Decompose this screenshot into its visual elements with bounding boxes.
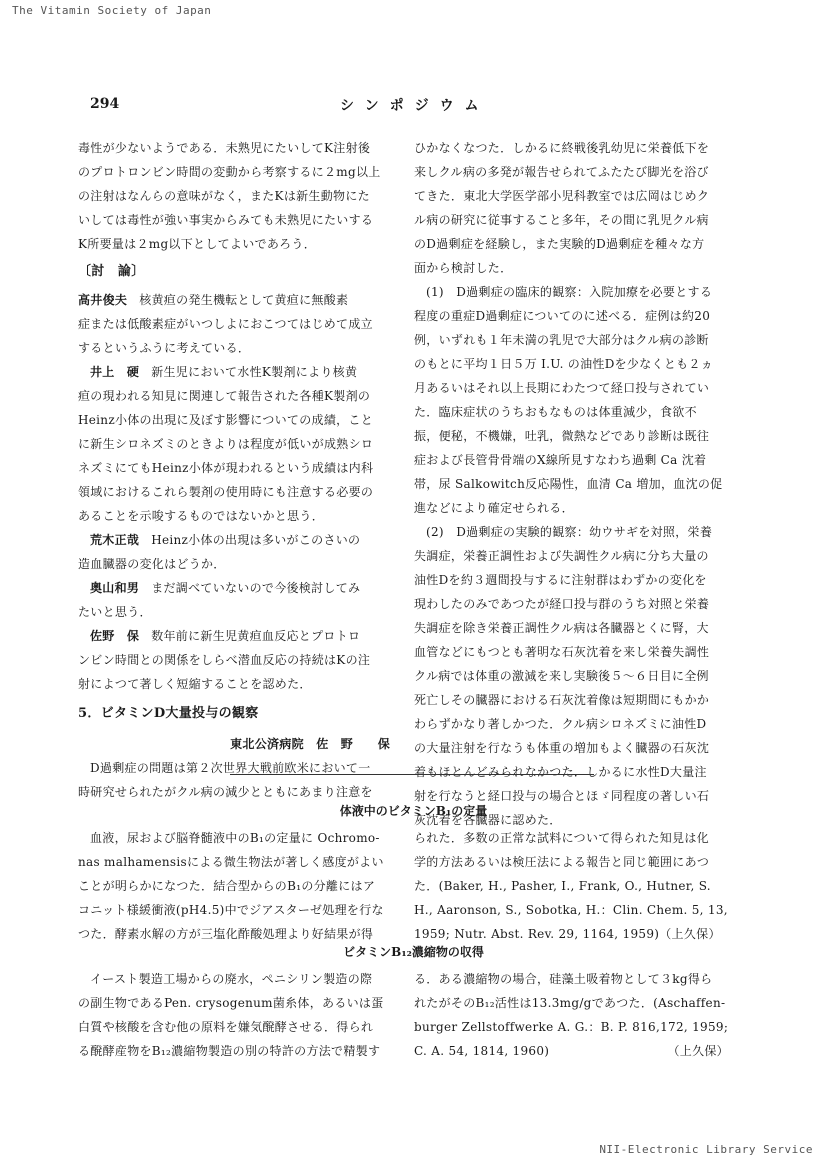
text-line: burger Zellstoffwerke A. G.：B. P. 816,172, 1959; [414, 1020, 729, 1034]
discussion-entry [78, 528, 408, 552]
text-line: のプロトロンビン時間の変動から考察するに２mg以上 [78, 165, 381, 179]
text-line: ル病の研究に従事すること多年，その間に乳児クル病 [414, 213, 709, 227]
text-line: 失調症，栄養正調性および失調性クル病に分ち大量の [414, 549, 709, 563]
text-line: nas malhamensisによる微生物法が著しく感度がよい [78, 855, 384, 869]
text-line: わらずかなり著しかつた．クル病シロネズミに油性D [414, 717, 707, 731]
text-line: 領域におけるこれら製剤の使用時にも注意する必要の [78, 485, 374, 499]
right-column [414, 136, 754, 832]
text-line: れたがそのB₁₂活性は13.3mg/gであつた．(Aschaffen- [414, 996, 726, 1010]
text-line: 白質や核酸を含む他の原料を嫌気醗酵させる．得られ [78, 1020, 374, 1034]
text-line: 血液，尿および脳脊髄液中のB₁の定量に Ochromo- [90, 831, 380, 845]
text-line: 失調症を除き栄養正調性クル病は各臓器とくに腎，大 [414, 621, 709, 635]
text-line: 灰沈着を各臓器に認めた． [414, 813, 562, 827]
text-line: る醗酵産物をB₁₂濃縮物製造の別の特許の方法で精製す [78, 1044, 381, 1058]
text-line: するというふうに考えている． [78, 341, 251, 355]
text-line: 帯，尿 Salkowitch反応陽性，血清 Ca 増加，血沈の促 [414, 477, 723, 491]
text-line: 程度の重症D過剰症についてのに述べる．症例は約20 [414, 309, 711, 323]
text-line: 毒性が少ないようである．未熟児にたいしてK注射後 [78, 141, 371, 155]
text-span: 数年前に新生児黄疸血反応とプロトロ [151, 629, 361, 643]
abstract-right-column [414, 967, 749, 1063]
text-line: ことが明らかになつた．結合型からのB₁の分離にはア [78, 879, 376, 893]
text-span: 核黄疸の発生機転として黄疸に無酸素 [139, 293, 349, 307]
text-span: まだ調べていないので今後検討してみ [151, 581, 361, 595]
text-span: 新生児において水性K製剤により核黄 [151, 365, 358, 379]
site-header: The Vitamin Society of Japan [12, 4, 212, 17]
text-line: 死亡しその臓器における石灰沈着像は短期間にもかか [414, 693, 710, 707]
text-line: 着もほとんどみられなかつた．しかるに水性D大量注 [414, 765, 707, 779]
text-line: 進などにより確定せられる． [414, 501, 574, 515]
text-line: 時研究せられたがクル病の減少とともにあまり注意を [78, 785, 373, 799]
text-span: Heinz小体の出現は多いがこのさいの [151, 533, 361, 547]
speaker-name: 奥山和男 [90, 581, 140, 595]
section-affiliation: 東北公済病院 佐 野 保 [230, 737, 390, 751]
text-line: D過剰症の問題は第２次世界大戦前欧米において一 [90, 761, 371, 775]
text-line: 射を行なうと経口投与の場合とほゞ同程度の著しい石 [414, 789, 710, 803]
text-line: 月あるいはそれ以上長期にわたつて経口投与されてい [414, 381, 710, 395]
section-divider [230, 774, 594, 775]
text-line: のもとに平均１日５万 I.U. の油性Dを少なくとも２ヵ [414, 357, 714, 371]
text-line: (2) D過剰症の実験的観察：幼ウサギを対照，栄養 [426, 525, 713, 539]
text-line: 血管などにもつとも著明な石灰沈着を来し栄養失調性 [414, 645, 710, 659]
text-line: 現わしたのみであつたが経口投与群のうち対照と栄養 [414, 597, 710, 611]
text-line: クル病では体重の激減を来し実験後５～６日目に全例 [414, 669, 709, 683]
text-line: の注射はなんらの意味がなく，またKは新生動物にた [78, 189, 370, 203]
text-line: てきた．東北大学医学部小児科教室では広岡はじめク [414, 189, 710, 203]
text-line: 面から検討した． [414, 261, 513, 275]
page-number: 294 [90, 96, 120, 112]
site-footer: NII-Electronic Library Service [599, 1143, 813, 1156]
text-span: C. A. 54, 1814, 1960) [414, 1044, 550, 1058]
text-line: ネズミにてもHeinz小体が現われるという成績は内科 [78, 461, 374, 475]
text-line: 射によつて著しく短縮することを認めた． [78, 677, 312, 691]
running-title: シンポジウム [340, 98, 490, 114]
text-line: の大量注射を行なうも体重の増加もよく臓器の石灰沈 [414, 741, 710, 755]
text-line: ひかなくなつた．しかるに終戦後乳幼児に栄養低下を [414, 141, 710, 155]
abstract-left-column [78, 826, 413, 946]
text-line: 疸の現われる知見に関連して報告された各種K製剤の [78, 389, 371, 403]
abstract-title: ビタミンB₁₂濃縮物の収得 [343, 945, 484, 959]
text-line: 学的方法あるいは検圧法による報告と同じ範囲にあつ [414, 855, 710, 869]
text-line: 油性Dを約３週間投与するに注射群はわずかの変化を [414, 573, 707, 587]
speaker-name: 井上 硬 [90, 365, 140, 379]
speaker-name: 荒木正哉 [90, 533, 140, 547]
abstract-title: 体液中のビタミンB₁の定量 [339, 804, 488, 818]
text-line: 振，便秘，不機嫌，吐乳，微熱などであり診断は既往 [414, 429, 710, 443]
abstract-left-column [78, 967, 413, 1063]
text-line: つた．酵素水解の方が三塩化酢酸処理より好結果が得 [78, 927, 374, 941]
author-initials: （上久保） [667, 1044, 729, 1058]
text-line: た．臨床症状のうちおもなものは体重減少，食欲不 [414, 405, 697, 419]
text-line: たいと思う． [78, 605, 152, 619]
text-line: 1959; Nutr. Abst. Rev. 29, 1164, 1959)（上久保） [414, 927, 721, 941]
text-line: に新生シロネズミのときよりは程度が低いが成熟シロ [78, 437, 374, 451]
text-line: K所要量は２mg以下としてよいであろう． [78, 237, 317, 251]
abstract-right-column [414, 826, 749, 946]
text-line: 症または低酸素症がいつしよにおこつてはじめて成立 [78, 317, 373, 331]
discussion-entry [78, 576, 408, 600]
text-line: られた．多数の正常な試料について得られた知見は化 [414, 831, 709, 845]
discussion-entry [78, 624, 408, 648]
speaker-name: 佐野 保 [90, 629, 140, 643]
text-line: た．(Baker, H., Pasher, I., Frank, O., Hutner, S. [414, 879, 711, 893]
text-line: コニット様緩衝液(pH4.5)中でジアスターゼ処理を行な [78, 903, 384, 917]
text-line: (1) D過剰症の臨床的観察：入院加療を必要とする [426, 285, 713, 299]
text-line: の副生物であるPen. crysogenum菌糸体，あるいは蛋 [78, 996, 384, 1010]
text-line: Heinz小体の出現に及ぼす影響についての成績，こと [78, 413, 374, 427]
text-line: 症および長管骨骨端のX線所見すなわち過剰 Ca 沈着 [414, 453, 707, 467]
text-line: る．ある濃縮物の場合，硅藻土吸着物として３kg得ら [414, 972, 713, 986]
left-column [78, 136, 408, 804]
text-line: 来しクル病の多発が報告せられてふたたび脚光を浴び [414, 165, 709, 179]
text-line: 造血臓器の変化はどうか． [78, 557, 226, 571]
text-line [414, 1039, 749, 1063]
discussion-entry [78, 360, 408, 384]
text-line: H., Aaronson, S., Sobotka, H.：Clin. Chem. 5, 13, [414, 903, 728, 917]
text-line: イースト製造工場からの廃水，ペニシリン製造の際 [90, 972, 373, 986]
text-line: のD過剰症を経験し，また実験的D過剰症を種々な方 [414, 237, 705, 251]
discussion-entry [78, 288, 408, 312]
section-heading: 5．ビタミンD大量投与の観察 [78, 706, 259, 721]
text-line: いしては毒性が強い事実からみても未熟児にたいする [78, 213, 374, 227]
text-line: 例，いずれも１年未満の乳児で大部分はクル病の診断 [414, 333, 709, 347]
text-line: あることを示唆するものではないかと思う． [78, 509, 325, 523]
text-line: ンビン時間との関係をしらべ潜血反応の持続はKの注 [78, 653, 371, 667]
speaker-name: 高井俊夫 [78, 293, 128, 307]
discussion-heading: 〔討 論〕 [78, 264, 145, 279]
